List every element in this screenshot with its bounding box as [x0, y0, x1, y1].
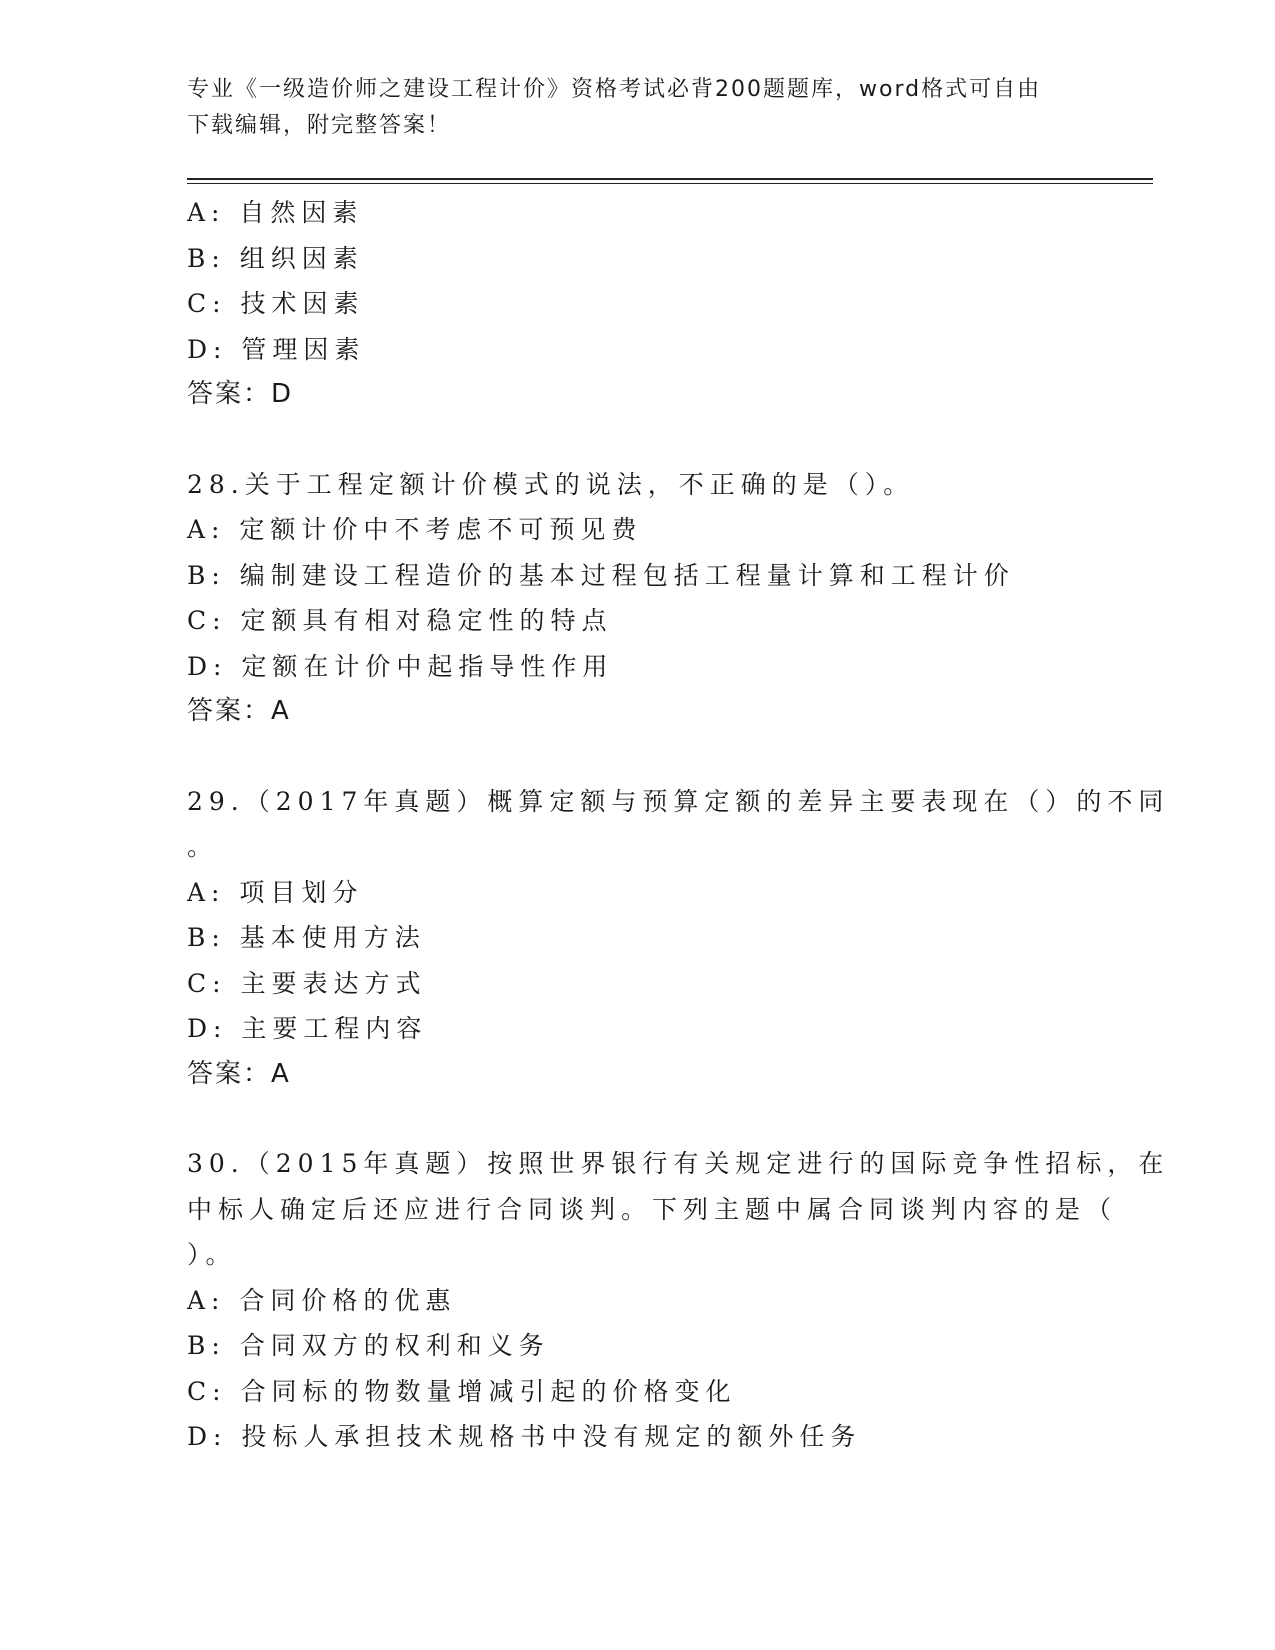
option-b: B: 基本使用方法 [187, 923, 426, 952]
option-a: A: 定额计价中不考虑不可预见费 [187, 515, 643, 544]
option-d: D: 投标人承担技术规格书中没有规定的额外任务 [187, 1422, 862, 1451]
question-stem: 28.关于工程定额计价模式的说法，不正确的是（）。 [187, 469, 915, 499]
option-c: C: 定额具有相对稳定性的特点 [187, 606, 613, 635]
answer: 答案：A [187, 696, 291, 726]
option-a: A: 自然因素 [187, 198, 364, 227]
option-c: C: 合同标的物数量增减引起的价格变化 [187, 1376, 737, 1406]
option-d: D: 定额在计价中起指导性作用 [187, 651, 614, 681]
header-line-1: 专业《一级造价师之建设工程计价》资格考试必背200题题库，word格式可自由 [187, 77, 1042, 102]
question-29 [187, 779, 1170, 1098]
option-b: B: 合同双方的权利和义务 [187, 1331, 550, 1360]
question-stem-line-1: 30.（2015年真题）按照世界银行有关规定进行的国际竞争性招标，在 [187, 1149, 1170, 1178]
option-b: B: 组织因素 [187, 243, 364, 273]
question-stem-line-1: 29.（2017年真题）概算定额与预算定额的差异主要表现在（）的不同 [187, 786, 1170, 816]
question-27 [187, 190, 1087, 418]
question-stem-line-2: 。 [187, 832, 219, 861]
question-28 [187, 462, 1087, 735]
header-divider-thin [187, 183, 1153, 184]
document-header [187, 72, 1087, 144]
option-d: D: 管理因素 [187, 334, 366, 364]
header-line-2: 下载编辑，附完整答案！ [187, 113, 452, 138]
question-stem-line-3: ）。 [187, 1240, 237, 1269]
option-a: A: 项目划分 [187, 877, 364, 907]
spacer [187, 1097, 1087, 1141]
answer: 答案：D [187, 379, 294, 409]
spacer [187, 418, 1087, 462]
answer: 答案：A [187, 1058, 291, 1089]
spacer [187, 735, 1087, 779]
question-list [187, 190, 1170, 1460]
option-a: A: 合同价格的优惠 [187, 1285, 457, 1315]
option-c: C: 主要表达方式 [187, 968, 427, 998]
option-d: D: 主要工程内容 [187, 1014, 428, 1043]
question-stem-line-2: 中标人确定后还应进行合同谈判。下列主题中属合同谈判内容的是（ [187, 1194, 1118, 1224]
option-c: C: 技术因素 [187, 289, 365, 318]
option-b: B: 编制建设工程造价的基本过程包括工程量计算和工程计价 [187, 560, 1015, 590]
question-30 [187, 1141, 1170, 1460]
header-divider-thick [187, 178, 1153, 180]
